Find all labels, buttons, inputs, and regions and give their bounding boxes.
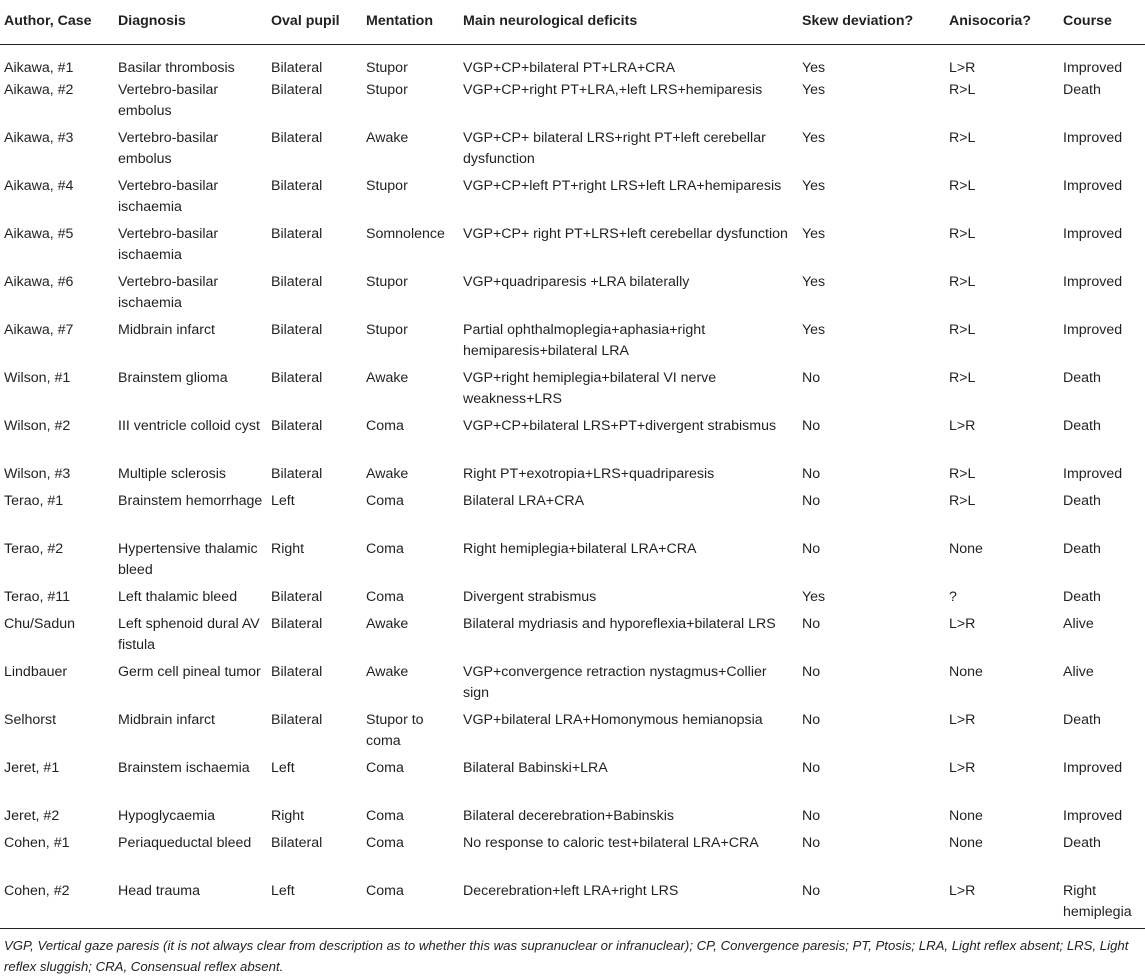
cell-mentation: Stupor — [366, 177, 408, 194]
cell-course: Improved — [1063, 759, 1123, 776]
header-neuro-deficits: Main neurological deficits — [459, 0, 798, 44]
cell-anisocoria: None — [949, 834, 983, 851]
table-row — [0, 79, 1145, 127]
cell-neuro-deficits: VGP+bilateral LRA+Homonymous hemianopsia — [463, 711, 763, 728]
cell-anisocoria: R>L — [949, 273, 976, 290]
cell-diagnosis: Germ cell pineal tumor — [118, 663, 261, 680]
table-row — [0, 613, 1145, 661]
cell-mentation: Stupor — [366, 59, 408, 76]
cell-diagnosis: Midbrain infarct — [118, 321, 215, 338]
cell-author-case: Aikawa, #1 — [4, 59, 74, 76]
cell-neuro-deficits: VGP+right hemiplegia+bilateral VI nerve weakness+LRS — [463, 369, 717, 407]
header-author-case: Author, Case — [0, 0, 114, 44]
cell-anisocoria: R>L — [949, 465, 976, 482]
cell-author-case: Wilson, #2 — [4, 417, 71, 434]
cell-anisocoria: None — [949, 540, 983, 557]
cell-mentation: Coma — [366, 834, 404, 851]
cell-neuro-deficits: Partial ophthalmoplegia+aphasia+right hemiparesis+bilateral LRA — [463, 321, 706, 359]
cell-mentation: Stupor — [366, 81, 408, 98]
cell-skew-deviation: No — [802, 369, 821, 386]
cell-mentation: Awake — [366, 129, 409, 146]
table-row — [0, 223, 1145, 271]
cell-author-case: Cohen, #1 — [4, 834, 70, 851]
cell-course: Improved — [1063, 177, 1123, 194]
cell-skew-deviation: No — [802, 492, 821, 509]
cell-neuro-deficits: Decerebration+left LRA+right LRS — [459, 880, 798, 929]
header-row — [0, 0, 1145, 44]
cell-author-case: Aikawa, #7 — [4, 321, 74, 338]
cell-neuro-deficits: VGP+quadriparesis +LRA bilaterally — [463, 273, 690, 290]
cell-mentation: Coma — [366, 417, 404, 434]
cell-diagnosis: Basilar thrombosis — [118, 59, 235, 76]
cell-anisocoria: L>R — [949, 59, 976, 76]
cell-course: Improved — [1063, 807, 1123, 824]
cell-neuro-deficits: Right hemiplegia+bilateral LRA+CRA — [463, 540, 697, 557]
cell-mentation: Coma — [366, 588, 404, 605]
cell-anisocoria: None — [949, 663, 983, 680]
table-row — [0, 709, 1145, 757]
cell-oval-pupil: Bilateral — [271, 129, 323, 146]
cell-course: Death — [1063, 540, 1101, 557]
cell-course: Alive — [1063, 663, 1094, 680]
cell-diagnosis: Vertebro-basilar embolus — [118, 129, 219, 167]
cell-author-case: Chu/Sadun — [4, 615, 75, 632]
cell-diagnosis: Midbrain infarct — [118, 711, 215, 728]
cell-skew-deviation: Yes — [802, 225, 826, 242]
cell-anisocoria: L>R — [949, 417, 976, 434]
cell-diagnosis: Brainstem ischaemia — [118, 759, 250, 776]
cell-diagnosis: Head trauma — [114, 880, 267, 929]
table-row — [0, 805, 1145, 832]
cell-skew-deviation: No — [802, 615, 821, 632]
cell-oval-pupil: Left — [271, 759, 295, 776]
cell-skew-deviation: No — [802, 663, 821, 680]
table-header — [0, 0, 1145, 44]
cell-course: Death — [1063, 369, 1101, 386]
cell-oval-pupil: Bilateral — [271, 177, 323, 194]
cell-mentation: Awake — [366, 663, 409, 680]
cell-skew-deviation: No — [802, 465, 821, 482]
cell-author-case: Aikawa, #4 — [4, 177, 74, 194]
cell-anisocoria: R>L — [949, 225, 976, 242]
table-row — [0, 367, 1145, 415]
header-course: Course — [1059, 0, 1145, 44]
header-skew-deviation: Skew deviation? — [798, 0, 945, 44]
cell-oval-pupil: Bilateral — [271, 369, 323, 386]
cell-diagnosis: Multiple sclerosis — [118, 465, 227, 482]
cell-course: Death — [1063, 492, 1101, 509]
cell-mentation: Coma — [366, 540, 404, 557]
cell-skew-deviation: Yes — [802, 81, 826, 98]
cell-diagnosis: Periaqueductal bleed — [118, 834, 252, 851]
cell-author-case: Lindbauer — [4, 663, 68, 680]
cell-diagnosis: Left thalamic bleed — [118, 588, 238, 605]
cell-mentation: Awake — [366, 615, 409, 632]
cell-diagnosis: Hypertensive thalamic bleed — [118, 540, 258, 578]
cell-oval-pupil: Bilateral — [271, 663, 323, 680]
cell-diagnosis: Hypoglycaemia — [118, 807, 215, 824]
cell-course: Death — [1063, 834, 1101, 851]
cell-mentation: Stupor — [366, 321, 408, 338]
cell-neuro-deficits: VGP+CP+right PT+LRA,+left LRS+hemiparesis — [463, 81, 763, 98]
cell-anisocoria: R>L — [949, 129, 976, 146]
cell-author-case: Terao, #11 — [4, 588, 70, 605]
cell-author-case: Terao, #1 — [4, 492, 64, 509]
cell-course: Death — [1063, 711, 1101, 728]
cell-neuro-deficits: Bilateral Babinski+LRA — [463, 759, 608, 776]
cell-oval-pupil: Bilateral — [271, 711, 323, 728]
cell-diagnosis: Vertebro-basilar embolus — [118, 81, 219, 119]
cell-skew-deviation: Yes — [802, 321, 826, 338]
cell-diagnosis: Left sphenoid dural AV fistula — [118, 615, 260, 653]
cell-author-case: Aikawa, #2 — [4, 81, 74, 98]
cell-skew-deviation: Yes — [802, 588, 826, 605]
cell-neuro-deficits: VGP+convergence retraction nystagmus+Collier sign — [463, 663, 767, 701]
cell-skew-deviation: No — [802, 711, 821, 728]
cell-mentation: Awake — [366, 465, 409, 482]
cell-skew-deviation: No — [802, 834, 821, 851]
cell-anisocoria: None — [949, 807, 983, 824]
table-row — [0, 127, 1145, 175]
cell-diagnosis: Vertebro-basilar ischaemia — [118, 177, 219, 215]
cell-diagnosis: Brainstem glioma — [118, 369, 228, 386]
cell-course: Death — [1063, 81, 1101, 98]
cell-oval-pupil: Bilateral — [271, 834, 323, 851]
table-row — [0, 44, 1145, 79]
table-row — [0, 832, 1145, 880]
cell-skew-deviation: No — [798, 880, 945, 929]
cell-author-case: Selhorst — [4, 711, 57, 728]
table-body — [0, 44, 1145, 928]
table-row — [0, 490, 1145, 538]
table-row — [0, 175, 1145, 223]
cell-author-case: Jeret, #2 — [4, 807, 60, 824]
cell-mentation: Coma — [366, 807, 404, 824]
cell-course: Right hemiplegia — [1059, 880, 1145, 929]
cell-neuro-deficits: VGP+CP+ right PT+LRS+left cerebellar dysfunction — [463, 225, 788, 242]
table-row — [0, 880, 1145, 929]
cell-neuro-deficits: No response to caloric test+bilateral LRA+CRA — [463, 834, 759, 851]
cell-mentation: Awake — [366, 369, 409, 386]
cell-anisocoria: L>R — [949, 711, 976, 728]
header-anisocoria: Anisocoria? — [945, 0, 1059, 44]
cell-oval-pupil: Bilateral — [271, 417, 323, 434]
cell-author-case: Terao, #2 — [4, 540, 64, 557]
cell-diagnosis: Brainstem hemorrhage — [118, 492, 263, 509]
cell-mentation: Somnolence — [366, 225, 445, 242]
cell-oval-pupil: Bilateral — [271, 588, 323, 605]
cell-course: Improved — [1063, 465, 1123, 482]
cell-course: Improved — [1063, 59, 1123, 76]
cell-neuro-deficits: Bilateral decerebration+Babinskis — [463, 807, 674, 824]
cell-skew-deviation: Yes — [802, 273, 826, 290]
cell-skew-deviation: No — [802, 759, 821, 776]
cell-oval-pupil: Bilateral — [271, 465, 323, 482]
table-row — [0, 415, 1145, 463]
cell-neuro-deficits: VGP+CP+bilateral LRS+PT+divergent strabismus — [463, 417, 777, 434]
cell-author-case: Wilson, #1 — [4, 369, 71, 386]
cell-course: Death — [1063, 417, 1101, 434]
cell-neuro-deficits: Divergent strabismus — [463, 588, 597, 605]
cell-diagnosis: Vertebro-basilar ischaemia — [118, 225, 219, 263]
table-row — [0, 661, 1145, 709]
cell-author-case: Aikawa, #5 — [4, 225, 74, 242]
cell-diagnosis: Vertebro-basilar ischaemia — [118, 273, 219, 311]
cell-oval-pupil: Left — [267, 880, 362, 929]
cell-mentation: Stupor to coma — [366, 711, 424, 749]
cell-course: Improved — [1063, 321, 1123, 338]
cell-course: Alive — [1063, 615, 1094, 632]
cell-skew-deviation: No — [802, 417, 821, 434]
cell-neuro-deficits: Bilateral mydriasis and hyporeflexia+bilateral LRS — [463, 615, 776, 632]
cell-neuro-deficits: VGP+CP+bilateral PT+LRA+CRA — [463, 59, 676, 76]
cell-neuro-deficits: Right PT+exotropia+LRS+quadriparesis — [463, 465, 715, 482]
cell-mentation: Coma — [366, 492, 404, 509]
cell-anisocoria: R>L — [949, 369, 976, 386]
cell-oval-pupil: Bilateral — [271, 615, 323, 632]
cell-neuro-deficits: Bilateral LRA+CRA — [463, 492, 585, 509]
cell-oval-pupil: Bilateral — [271, 273, 323, 290]
cell-author-case: Jeret, #1 — [4, 759, 60, 776]
cell-anisocoria: L>R — [945, 880, 1059, 929]
header-diagnosis: Diagnosis — [114, 0, 267, 44]
cell-oval-pupil: Right — [271, 540, 305, 557]
cell-oval-pupil: Bilateral — [271, 321, 323, 338]
table-row — [0, 271, 1145, 319]
cell-oval-pupil: Right — [271, 807, 305, 824]
cell-anisocoria: L>R — [949, 759, 976, 776]
cell-author-case: Wilson, #3 — [4, 465, 71, 482]
cell-anisocoria: R>L — [949, 321, 976, 338]
cell-neuro-deficits: VGP+CP+left PT+right LRS+left LRA+hemiparesis — [463, 177, 782, 194]
cell-course: Improved — [1063, 273, 1123, 290]
cell-neuro-deficits: VGP+CP+ bilateral LRS+right PT+left cerebellar dysfunction — [463, 129, 766, 167]
cell-anisocoria: R>L — [949, 81, 976, 98]
header-oval-pupil: Oval pupil — [267, 0, 362, 44]
table-row — [0, 538, 1145, 586]
cell-author-case: Aikawa, #6 — [4, 273, 74, 290]
cell-oval-pupil: Bilateral — [271, 81, 323, 98]
table-row — [0, 319, 1145, 367]
cell-skew-deviation: Yes — [802, 177, 826, 194]
cell-course: Improved — [1063, 129, 1123, 146]
table-row — [0, 586, 1145, 613]
cell-oval-pupil: Bilateral — [271, 59, 323, 76]
cell-skew-deviation: Yes — [802, 129, 826, 146]
table-row — [0, 463, 1145, 490]
cell-author-case: Cohen, #2 — [0, 880, 114, 929]
cell-diagnosis: III ventricle colloid cyst — [118, 417, 260, 434]
cell-anisocoria: R>L — [949, 492, 976, 509]
cell-oval-pupil: Left — [271, 492, 295, 509]
table-footnote: VGP, Vertical gaze paresis (it is not always clear from description as to whether this was supranuclear or infranuclear); CP, Convergence paresis; PT, Ptosis; LRA, Light reflex absent; LRS, Light reflex sluggish; CRA, Consensual reflex absent. — [4, 938, 1129, 974]
cell-anisocoria: L>R — [949, 615, 976, 632]
cell-mentation: Stupor — [366, 273, 408, 290]
cell-author-case: Aikawa, #3 — [4, 129, 74, 146]
cell-mentation: Coma — [362, 880, 459, 929]
cell-oval-pupil: Bilateral — [271, 225, 323, 242]
cell-skew-deviation: No — [802, 807, 821, 824]
header-mentation: Mentation — [362, 0, 459, 44]
table-row — [0, 757, 1145, 805]
cell-course: Death — [1063, 588, 1101, 605]
cell-skew-deviation: No — [802, 540, 821, 557]
cell-mentation: Coma — [366, 759, 404, 776]
cell-anisocoria: ? — [949, 588, 957, 605]
cell-anisocoria: R>L — [949, 177, 976, 194]
cell-skew-deviation: Yes — [802, 59, 826, 76]
cell-course: Improved — [1063, 225, 1123, 242]
